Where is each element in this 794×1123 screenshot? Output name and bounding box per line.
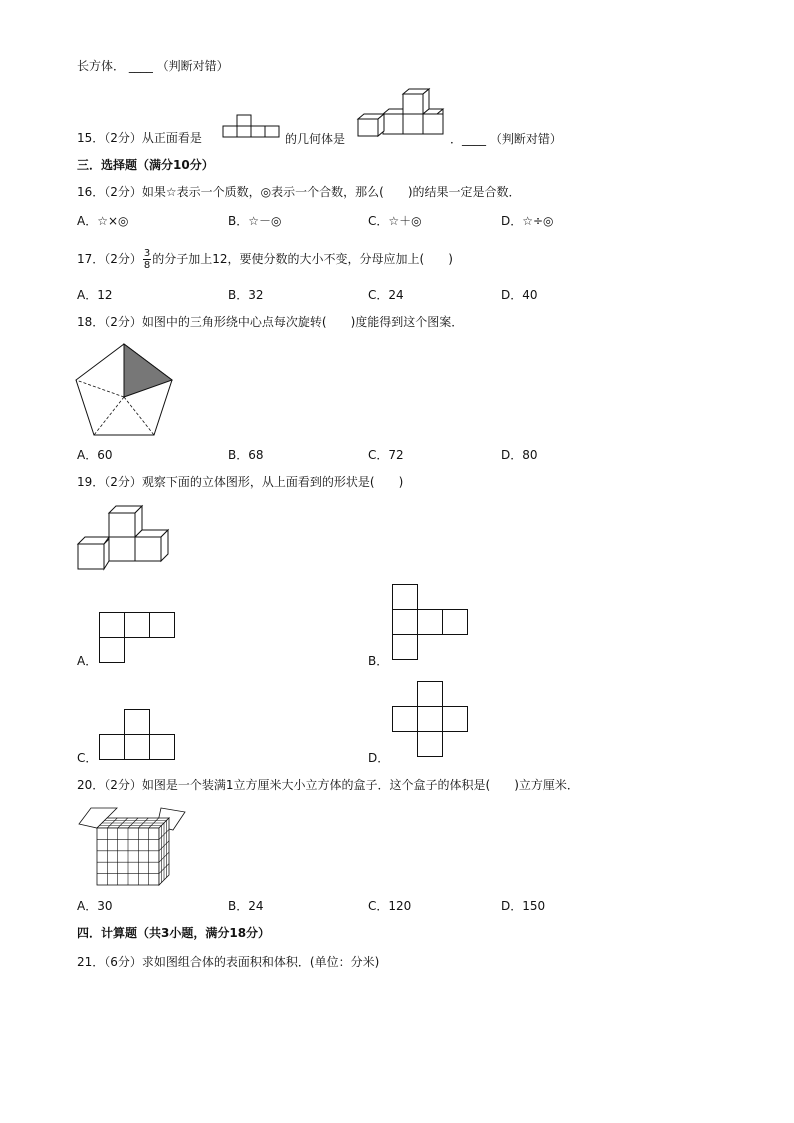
q17-option-d[interactable]: D．40 bbox=[501, 288, 538, 302]
q19-option-a-figure[interactable] bbox=[99, 612, 179, 664]
section-4-title: 四．计算题（共3小题，满分18分） bbox=[77, 926, 271, 940]
q17-stem bbox=[77, 248, 453, 271]
q19-option-c[interactable]: C． bbox=[77, 751, 98, 765]
q17-option-c[interactable]: C．24 bbox=[368, 288, 404, 302]
q20-option-b[interactable]: B．24 bbox=[228, 899, 264, 913]
q19-option-c-figure[interactable] bbox=[99, 709, 179, 763]
q17-fraction-denominator: 8 bbox=[143, 260, 151, 271]
q20-option-d[interactable]: D．150 bbox=[501, 899, 546, 913]
q19-option-d[interactable]: D． bbox=[368, 751, 390, 765]
q16-option-a[interactable]: A．☆×◎ bbox=[77, 214, 129, 228]
section-3-title: 三．选择题（满分10分） bbox=[77, 158, 214, 172]
q20-stem: 20．（2分）如图是一个装满1立方厘米大小立方体的盒子．这个盒子的体积是( )立方厘米． bbox=[77, 778, 579, 792]
q16-option-d[interactable]: D．☆÷◎ bbox=[501, 214, 554, 228]
q16-option-c[interactable]: C．☆＋◎ bbox=[368, 214, 422, 228]
q19-option-d-figure[interactable] bbox=[392, 681, 472, 761]
q18-option-c[interactable]: C．72 bbox=[368, 448, 404, 462]
q15-solid-figure bbox=[357, 88, 447, 140]
q18-stem: 18．（2分）如图中的三角形绕中心点每次旋转( )度能得到这个图案． bbox=[77, 315, 464, 329]
q18-option-d[interactable]: D．80 bbox=[501, 448, 538, 462]
q17-option-a[interactable]: A．12 bbox=[77, 288, 113, 302]
q17-option-b[interactable]: B．32 bbox=[228, 288, 264, 302]
q15-blank: ．____ bbox=[450, 132, 487, 146]
q18-option-a[interactable]: A．60 bbox=[77, 448, 113, 462]
q17-suffix: 的分子加上12，要使分数的大小不变，分母应加上( ) bbox=[152, 252, 453, 266]
q14-blank: ____ bbox=[128, 59, 153, 73]
q20-box-figure bbox=[77, 806, 189, 888]
q17-fraction bbox=[143, 248, 151, 271]
q15-prefix: 15．（2分）从正面看是 bbox=[77, 131, 202, 145]
q16-option-b[interactable]: B．☆－◎ bbox=[228, 214, 282, 228]
q14-tail bbox=[77, 58, 229, 74]
q19-solid-figure bbox=[77, 505, 172, 571]
q20-option-c[interactable]: C．120 bbox=[368, 899, 412, 913]
q16-stem: 16．（2分）如果☆表示一个质数，◎表示一个合数，那么( )的结果一定是合数． bbox=[77, 185, 521, 199]
q19-option-a[interactable]: A． bbox=[77, 654, 98, 668]
q17-prefix: 17．（2分） bbox=[77, 252, 142, 266]
q18-pentagon-figure bbox=[75, 343, 175, 438]
q14-text: 长方体． bbox=[77, 59, 126, 73]
q15-front-view-figure bbox=[222, 114, 282, 138]
q14-judge: （判断对错） bbox=[156, 59, 229, 73]
q15-middle: 的几何体是 bbox=[285, 132, 346, 146]
q21-stem: 21．（6分）求如图组合体的表面积和体积．(单位：分米) bbox=[77, 955, 380, 969]
q19-stem: 19．（2分）观察下面的立体图形，从上面看到的形状是( ) bbox=[77, 475, 404, 489]
q17-fraction-numerator: 3 bbox=[143, 248, 151, 259]
q15-tail bbox=[450, 130, 562, 147]
q20-option-a[interactable]: A．30 bbox=[77, 899, 113, 913]
q19-option-b[interactable]: B． bbox=[368, 654, 389, 668]
q19-option-b-figure[interactable] bbox=[392, 584, 472, 664]
q18-option-b[interactable]: B．68 bbox=[228, 448, 264, 462]
q15-judge: （判断对错） bbox=[489, 132, 562, 146]
